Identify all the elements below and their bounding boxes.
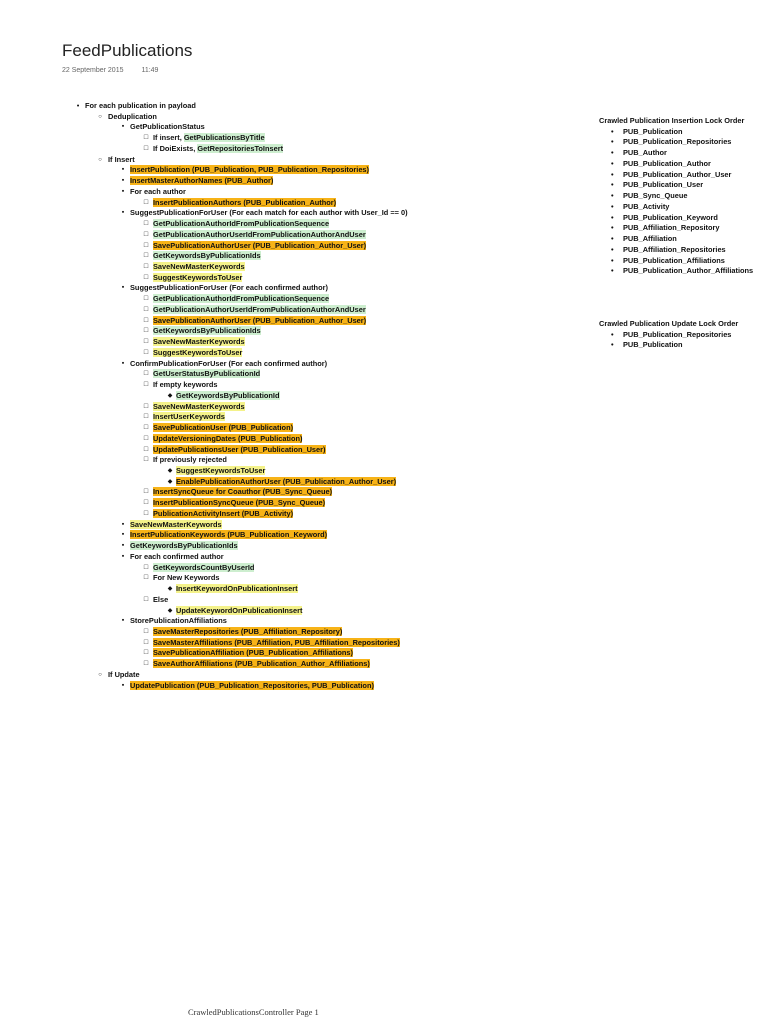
outline-item-text: SavePublicationUser (PUB_Publication) [153,423,294,433]
outline-item-text: SavePublicationAffiliation (PUB_Publication_Affiliations) [153,648,353,658]
lock-order-item: • PUB_Publication_Keyword [599,213,768,224]
lock-order-item: • PUB_Sync_Queue [599,191,768,202]
outline-item [74,133,574,144]
outline-item [74,638,574,649]
outline-item-text: GetKeywordsByPublicationIds [153,326,261,336]
outline-item-text: For each confirmed author [130,551,224,561]
outline-item [74,359,574,370]
lock-order-item: • PUB_Publication_Author [599,159,768,170]
outline-item-text: For New Keywords [153,573,220,583]
outline-item-text: GetPublicationStatus [130,122,205,132]
outline-item-text: SuggestPublicationForUser (For each confirmed author) [130,283,328,293]
outline-item-text: ConfirmPublicationForUser (For each confirmed author) [130,358,328,368]
outline-item-text: UpdatePublicationsUser (PUB_Publication_User) [153,444,326,454]
outline-item [74,595,574,606]
outline-item-text: Else [153,594,169,604]
update-lock-order-panel [599,319,768,351]
lock-order-item: • PUB_Publication_Author_Affiliations [599,266,768,277]
outline-item [74,402,574,413]
outline-item [74,101,574,112]
outline-item-text: If previously rejected [153,455,227,465]
outline-item-prefix: If insert, [153,133,184,143]
outline-item [74,208,574,219]
outline-item-text: For each publication in payload [85,101,196,110]
update-lock-order-heading: Crawled Publication Update Lock Order [599,319,739,328]
outline-item [74,305,574,316]
outline-item [74,498,574,509]
outline-item [74,530,574,541]
outline-item [74,509,574,520]
outline-item-text: InsertMasterAuthorNames (PUB_Author) [130,176,274,186]
outline-item [74,606,574,617]
outline-item [74,477,574,488]
page-date: 22 September 2015 [62,67,124,74]
outline-item [74,241,574,252]
outline-item-text: GetUserStatusByPublicationId [153,369,261,379]
outline-item-text: GetPublicationAuthorIdFromPublicationSequence [153,294,330,304]
outline-item [74,316,574,327]
outline-item-text: SaveMasterRepositories (PUB_Affiliation_Repository) [153,626,343,636]
outline-item [74,487,574,498]
outline-item-text: UpdateVersioningDates (PUB_Publication) [153,433,303,443]
outline-item-text: GetKeywordsByPublicationId [176,390,280,400]
outline-item-text: GetPublicationsByTitle [183,133,265,143]
outline-item-text: UpdateKeywordOnPublicationInsert [176,605,303,615]
outline-item [74,552,574,563]
outline-item-text: EnablePublicationAuthorUser (PUB_Publication_Author_User) [176,476,397,486]
outline-item [74,573,574,584]
outline-item-text: InsertSyncQueue for Coauthor (PUB_Sync_Queue) [153,487,333,497]
outline-item-text: InsertPublicationKeywords (PUB_Publication_Keyword) [130,530,328,540]
outline-item-text: If Update [108,669,140,679]
outline-item [74,165,574,176]
outline-item-text: SaveNewMasterKeywords [153,262,245,272]
outline-item-text: SaveNewMasterKeywords [130,519,222,529]
outline-item-text: PublicationActivityInsert (PUB_Activity) [153,508,294,518]
lock-order-item: • PUB_Activity [599,202,768,213]
outline-item [74,412,574,423]
lock-order-item: • PUB_Affiliation [599,234,768,245]
outline-item [74,434,574,445]
outline-item-text: If empty keywords [153,380,218,390]
outline-item [74,445,574,456]
outline-item-text: GetKeywordsCountByUserId [153,562,255,572]
outline-item [74,466,574,477]
outline-item [74,348,574,359]
lock-order-item: • PUB_Publication_User [599,180,768,191]
outline-item-text: StorePublicationAffiliations [130,616,227,626]
outline-item [74,337,574,348]
page-title: FeedPublications [62,41,193,60]
outline-item [74,273,574,284]
outline-item-text: GetKeywordsByPublicationIds [153,251,261,261]
outline-item-text: SaveAuthorAffiliations (PUB_Publication_Author_Affiliations) [153,659,370,669]
outline-list [74,101,574,691]
insertion-lock-order-panel [599,116,768,277]
outline-item [74,681,574,692]
outline-item [74,369,574,380]
outline-item [74,627,574,638]
outline-item-text: InsertPublicationAuthors (PUB_Publication_Author) [153,197,337,207]
page-timestamp [62,67,158,74]
outline-item [74,520,574,531]
outline-item-text: InsertUserKeywords [153,412,225,422]
outline-item-text: GetPublicationAuthorIdFromPublicationSequence [153,219,330,229]
outline-item [74,283,574,294]
outline-item-text: GetRepositoriesToInsert [197,143,284,153]
outline-item [74,326,574,337]
page-footer: CrawledPublicationsController Page 1 [188,1007,319,1017]
outline-item [74,584,574,595]
insertion-lock-order-heading: Crawled Publication Insertion Lock Order [599,116,745,125]
outline-item-text: GetKeywordsByPublicationIds [130,541,238,551]
outline-item [74,198,574,209]
outline-item [74,176,574,187]
outline-item-text: InsertPublicationSyncQueue (PUB_Sync_Queue) [153,498,326,508]
outline-item-text: SavePublicationAuthorUser (PUB_Publication_Author_User) [153,240,367,250]
outline-item-text: SaveNewMasterKeywords [153,401,245,411]
outline-item-text: SavePublicationAuthorUser (PUB_Publication_Author_User) [153,315,367,325]
outline-item [74,144,574,155]
outline-item-text: InsertPublication (PUB_Publication, PUB_Publication_Repositories) [130,165,370,175]
outline-item [74,563,574,574]
outline-item [74,648,574,659]
insertion-lock-order-list [599,127,768,277]
outline-item-text: UpdatePublication (PUB_Publication_Repositories, PUB_Publication) [130,680,374,690]
outline-item-text: Deduplication [108,111,157,121]
lock-order-item: • PUB_Publication_Affiliations [599,256,768,267]
lock-order-item: • PUB_Affiliation_Repositories [599,245,768,256]
outline-item [74,541,574,552]
outline-item [74,112,574,123]
outline-item [74,122,574,133]
outline-item-text: SuggestKeywordsToUser [176,465,266,475]
outline-item-text: GetPublicationAuthorUserIdFromPublicationAuthorAndUser [153,229,366,239]
outline-item [74,219,574,230]
lock-order-item: • PUB_Author [599,148,768,159]
outline-item [74,659,574,670]
outline-item-text: SuggestPublicationForUser (For each match for each author with User_Id == 0) [130,208,408,218]
outline-item [74,423,574,434]
update-lock-order-list [599,330,768,351]
outline-item [74,294,574,305]
outline-item [74,262,574,273]
outline-item-text: SuggestKeywordsToUser [153,347,243,357]
outline-item-text: SaveNewMasterKeywords [153,337,245,347]
feed-publications-outline [74,101,574,691]
lock-order-item: • PUB_Publication_Author_User [599,170,768,181]
lock-order-item: • PUB_Affiliation_Repository [599,223,768,234]
lock-order-item: • PUB_Publication_Repositories [599,137,768,148]
outline-item-text: SuggestKeywordsToUser [153,272,243,282]
outline-item [74,455,574,466]
lock-order-item: • PUB_Publication [599,340,768,351]
lock-order-item: • PUB_Publication_Repositories [599,330,768,341]
outline-item [74,230,574,241]
outline-item [74,670,574,681]
outline-item [74,391,574,402]
outline-item-text: GetPublicationAuthorUserIdFromPublicationAuthorAndUser [153,304,366,314]
outline-item-text: SaveMasterAffiliations (PUB_Affiliation, PUB_Affiliation_Repositories) [153,637,400,647]
outline-item-text: For each author [130,186,186,196]
page-time: 11:49 [141,67,159,74]
outline-item-text: If Insert [108,154,135,164]
outline-item-text: InsertKeywordOnPublicationInsert [176,584,298,594]
lock-order-item: • PUB_Publication [599,127,768,138]
outline-item [74,616,574,627]
outline-item [74,187,574,198]
outline-item [74,251,574,262]
outline-item [74,380,574,391]
outline-item [74,155,574,166]
outline-item-prefix: If DoiExists, [153,143,198,153]
